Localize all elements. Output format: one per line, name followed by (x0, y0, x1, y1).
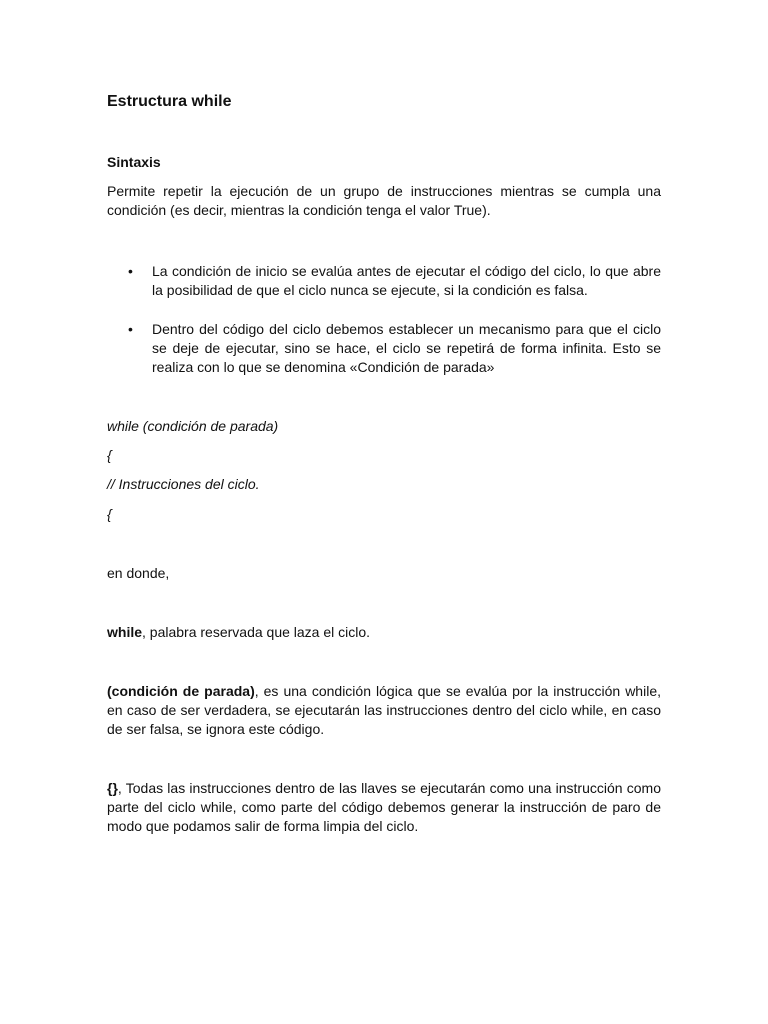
page-title: Estructura while (107, 93, 232, 110)
code-line-while: while (condición de parada) (107, 418, 279, 434)
definition-while (107, 623, 661, 642)
bullet-list (128, 262, 661, 300)
definition-term: {} (107, 780, 118, 796)
definition-term: while (107, 624, 143, 640)
code-line-open-brace: { (107, 447, 112, 463)
definition-braces (107, 779, 661, 836)
definition-term: (condición de parada) (107, 683, 255, 699)
bullet-item (128, 262, 661, 300)
definition-condicion (107, 682, 661, 739)
bullet-item (128, 320, 661, 377)
section-subtitle: Sintaxis (107, 154, 161, 170)
code-line-close-brace: { (107, 506, 112, 522)
definition-text: , palabra reservada que laza el ciclo. (142, 624, 371, 640)
bullet-text: Dentro del código del ciclo debemos establecer un mecanismo para que el ciclo se deje de ejecutar, sino se hace, el ciclo se repetirá de forma infinita. Esto se realiza con lo que se denomina «Condición de parada» (152, 321, 661, 375)
intro-paragraph: Permite repetir la ejecución de un grupo de instrucciones mientras se cumpla una condición (es decir, mientras la condición tenga el valor True). (107, 183, 661, 218)
definition-text: , Todas las instrucciones dentro de las llaves se ejecutarán como una instrucción como parte del ciclo while, como parte del código debemos generar la instrucción de paro de modo que podamos salir de forma limpia del ciclo. (107, 780, 661, 834)
en-donde-text: en donde, (107, 565, 170, 581)
bullet-text: La condición de inicio se evalúa antes de ejecutar el código del ciclo, lo que abre la posibilidad de que el ciclo nunca se ejecute, si la condición es falsa. (152, 263, 661, 298)
bullet-list (128, 320, 661, 377)
bullet-dot-icon: • (128, 321, 133, 337)
code-line-comment: // Instrucciones del ciclo. (107, 476, 260, 492)
bullet-dot-icon: • (128, 263, 133, 279)
definition-text: , es una condición lógica que se evalúa por la instrucción while, en caso de ser verdadera, se ejecutarán las instrucciones dentro del ciclo while, en caso de ser falsa, se ignora este código. (107, 683, 661, 737)
